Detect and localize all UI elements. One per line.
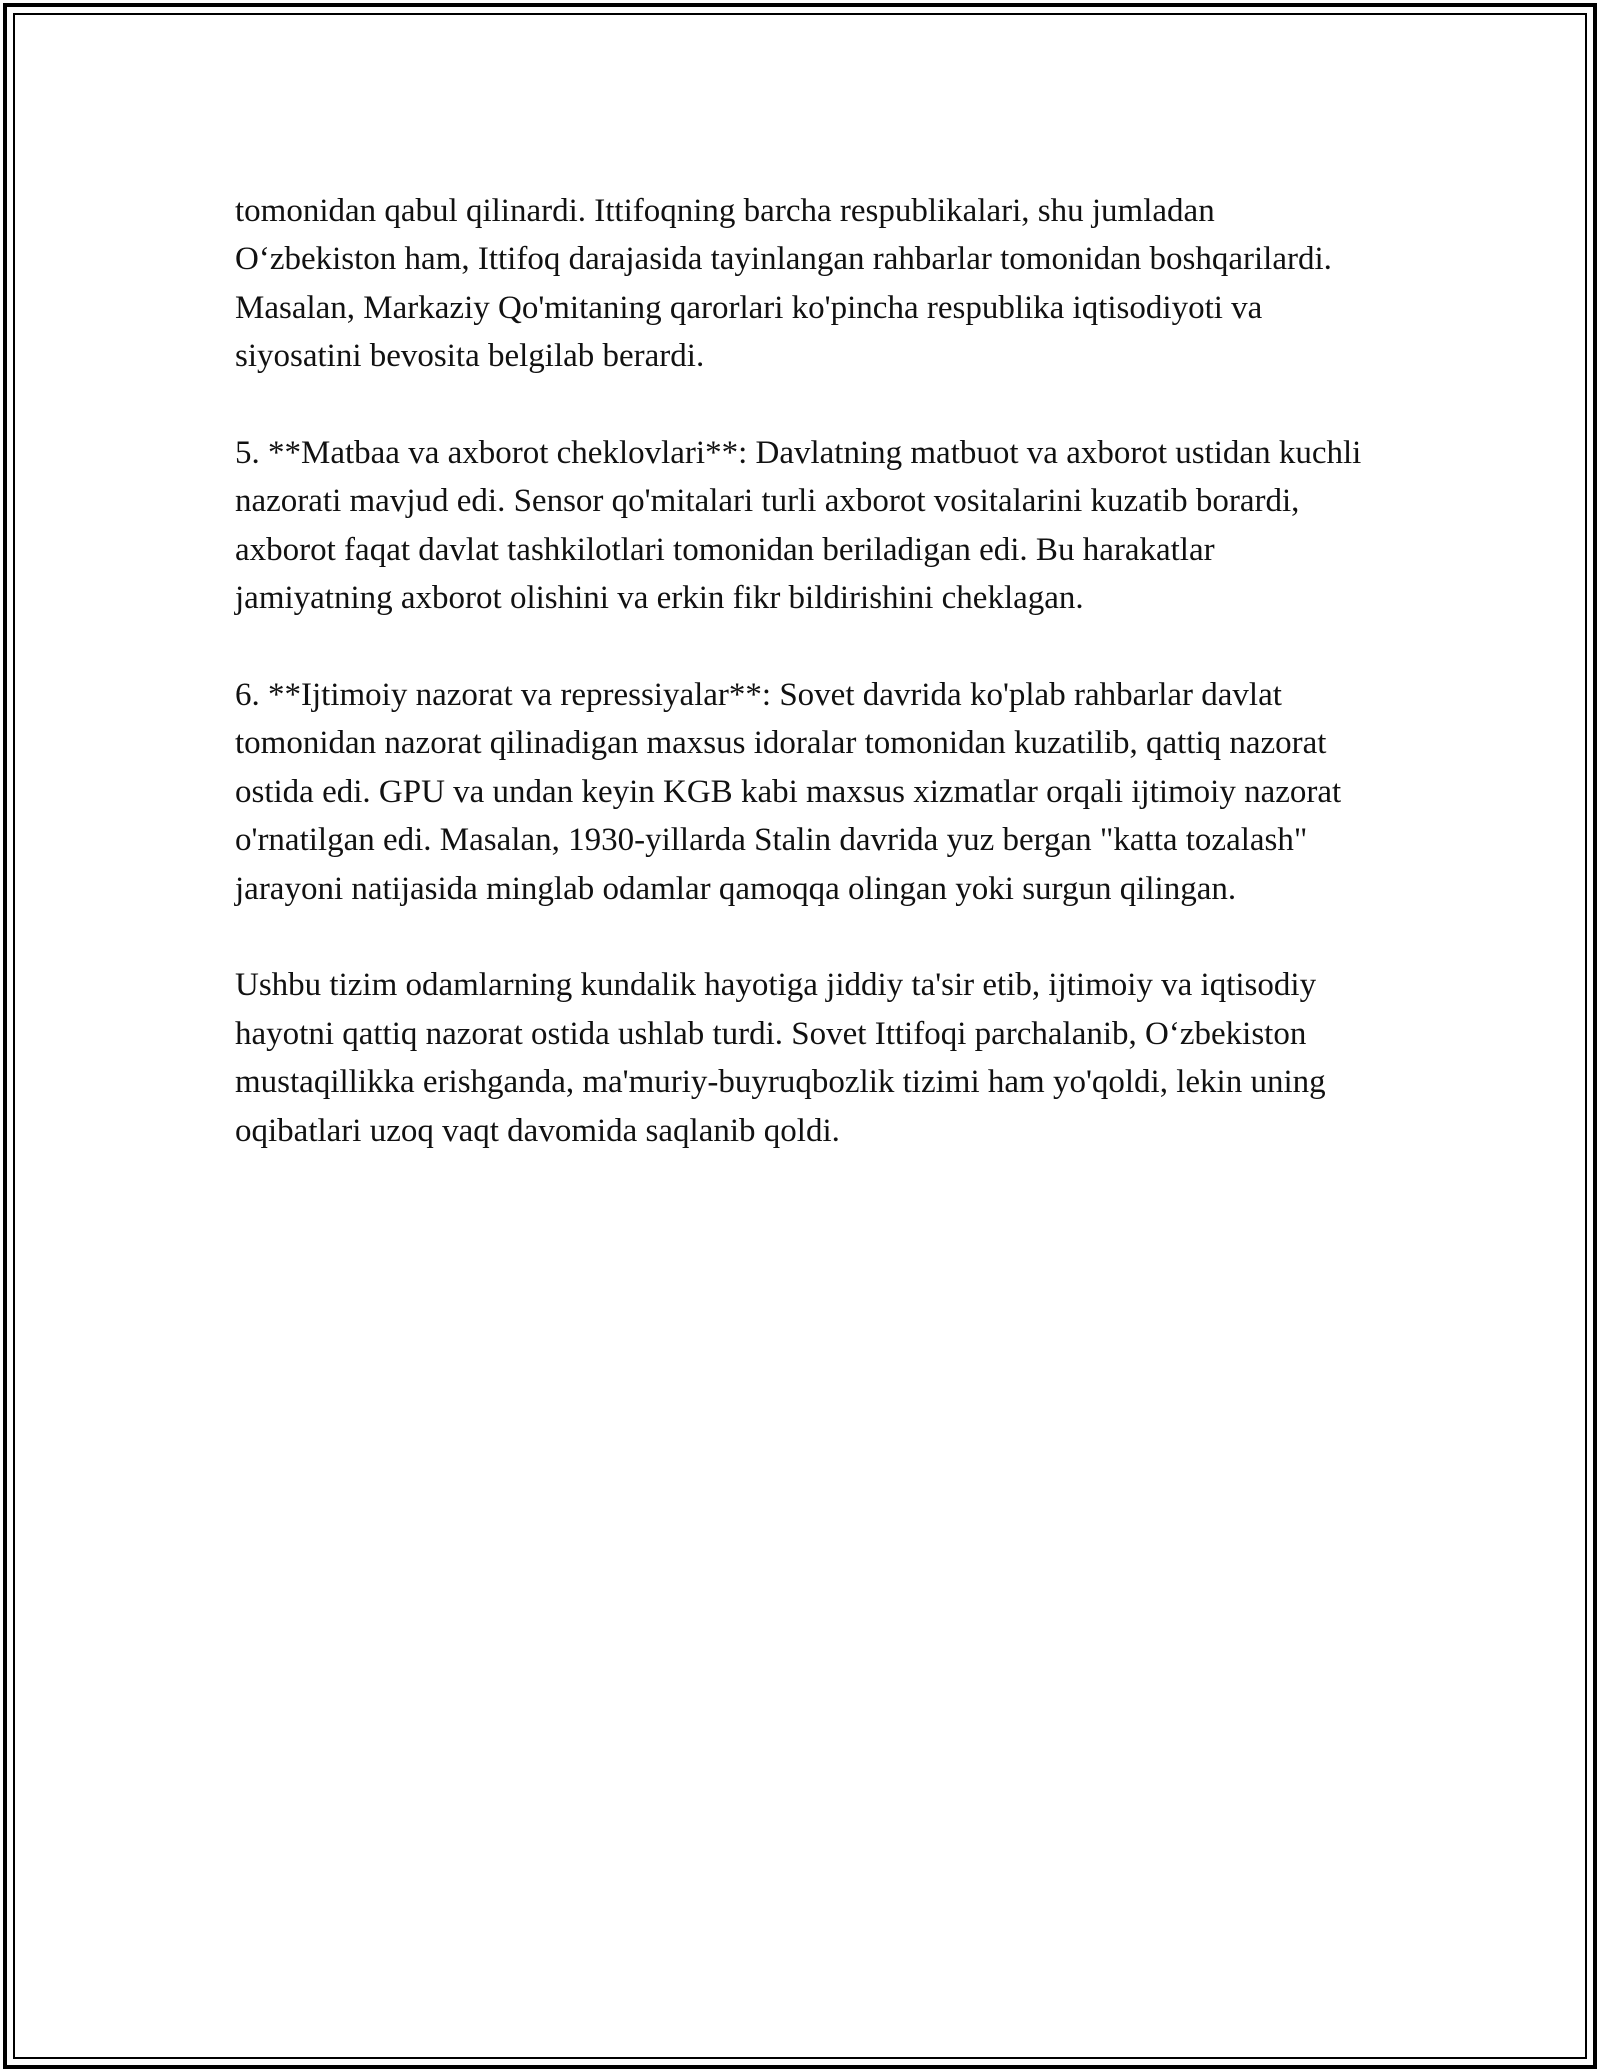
paragraph-item-5: 5. **Matbaa va axborot cheklovlari**: Davlatning matbuot va axborot ustidan kuchli nazorati mavjud edi. Sensor qo'mitalari turli axborot vositalarini kuzatib borardi, axborot faqat davlat tashkilotlari tomonidan beriladigan edi. Bu harakatlar jamiyatning axborot olishini va erkin fikr bildirishini cheklagan. — [235, 435, 1362, 617]
paragraph-item-6: 6. **Ijtimoiy nazorat va repressiyalar**: Sovet davrida ko'plab rahbarlar davlat tomonidan nazorat qilinadigan maxsus idoralar tomonidan kuzatilib, qattiq nazorat ostida edi. GPU va undan keyin KGB kabi maxsus xizmatlar orqali ijtimoiy nazorat o'rnatilgan edi. Masalan, 1930-yillarda Stalin davrida yuz bergan "katta tozalash" jarayoni natijasida minglab odamlar qamoqqa olingan yoki surgun qilingan. — [235, 677, 1342, 907]
document-body — [235, 187, 1375, 1203]
paragraph-continuation: tomonidan qabul qilinardi. Ittifoqning barcha respublikalari, shu jumladan O‘zbekiston ham, Ittifoq darajasida tayinlangan rahbarlar tomonidan boshqarilardi. Masalan, Markaziy Qo'mitaning qarorlari ko'pincha respublika iqtisodiyoti va siyosatini bevosita belgilab berardi. — [235, 193, 1332, 375]
paragraph-conclusion: Ushbu tizim odamlarning kundalik hayotiga jiddiy ta'sir etib, ijtimoiy va iqtisodiy hayotni qattiq nazorat ostida ushlab turdi. Sovet Ittifoqi parchalanib, O‘zbekiston mustaqillikka erishganda, ma'muriy-buyruqbozlik tizimi ham yo'qoldi, lekin uning oqibatlari uzoq vaqt davomida saqlanib qoldi. — [235, 967, 1326, 1149]
